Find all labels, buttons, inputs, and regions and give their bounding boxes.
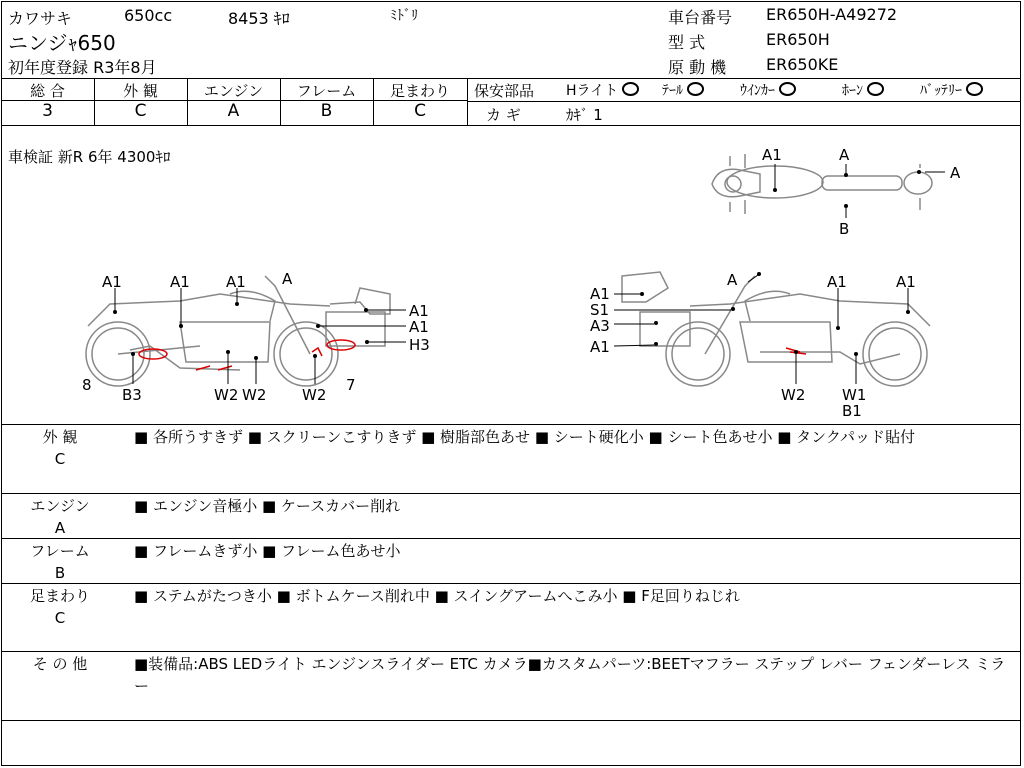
section-divider (1, 583, 1021, 584)
diagram-label: H3 (409, 336, 430, 354)
diagram-label: W2 (781, 386, 806, 404)
diagram-label: B1 (842, 402, 862, 420)
safety-label: 保安部品 (474, 82, 535, 100)
ok-circle-icon (687, 82, 704, 96)
section-exterior-label: 外 観 C (0, 426, 120, 470)
grade-table-top (1, 78, 1021, 79)
displacement: 650cc (124, 6, 173, 25)
grade-engine: A (227, 101, 240, 121)
section-divider (1, 538, 1021, 539)
section-suspension-text: ■ ステムがたつき小 ■ ボトムケース削れ中 ■ スイングアームへこみ小 ■ F足回りねじれ (134, 587, 740, 605)
ok-circle-icon (966, 82, 983, 96)
section-other-label: そ の 他 (32, 655, 88, 673)
grade-header-frame: フレーム (296, 82, 357, 100)
safety-headlight: Hライト (566, 80, 639, 100)
grade-col-divider (467, 78, 468, 125)
ok-circle-icon (867, 82, 884, 96)
grade-header-total: 総 合 (30, 82, 65, 100)
grade-header-engine: エンジン (203, 82, 264, 100)
section-other-text: ■装備品:ABS LEDライト エンジンスライダー ETC カメラ■カスタムパーツ:BEETマフラー ステップ レバー フェンダーレス ミラー (134, 655, 1006, 695)
diagram-label: A1 (827, 273, 847, 291)
safety-battery: ﾊﾞｯﾃﾘｰ (920, 80, 983, 100)
diagram-label: A1 (102, 273, 122, 291)
diagram-label: 8 (82, 376, 92, 394)
section-frame-text: ■ フレームきず小 ■ フレーム色あせ小 (134, 542, 401, 560)
diagram-label: A (950, 164, 961, 182)
grade-suspension: C (414, 101, 426, 121)
model-name: ニンジｬ650 (8, 31, 116, 55)
chassis-value: ER650H-A49272 (766, 5, 898, 24)
diagram-label: W1 (842, 386, 867, 404)
type-label: 型 式 (668, 33, 706, 52)
safety-tail: ﾃｰﾙ (662, 80, 704, 100)
grade-total: 3 (42, 101, 53, 121)
safety-mid (467, 101, 1021, 102)
diagram-label: A3 (590, 317, 610, 335)
first-registration: 初年度登録 R3年8月 (8, 58, 157, 77)
diagram-label: A1 (590, 285, 610, 303)
section-divider (1, 651, 1021, 652)
section-divider (1, 424, 1021, 425)
section-engine-grade: A (54, 519, 66, 537)
safety-winker: ｳｲﾝｶｰ (740, 80, 796, 100)
diagram-label: A1 (896, 273, 916, 291)
diagram-label: A1 (226, 273, 246, 291)
diagram-label: A1 (170, 273, 190, 291)
section-suspension-grade: C (54, 609, 66, 627)
grade-header-suspension: 足まわり (389, 82, 450, 100)
diagram-label: A1 (590, 338, 610, 356)
section-engine-text: ■ エンジン音極小 ■ ケースカバー削れ (134, 497, 401, 515)
key-label: カ ギ (486, 106, 521, 124)
diagram-label: W2 (214, 386, 239, 404)
section-frame-label: フレーム B (0, 540, 120, 584)
grade-header-exterior: 外 観 (123, 82, 158, 100)
maker: カワサキ (8, 9, 73, 28)
engine-value: ER650KE (766, 55, 839, 74)
grade-frame: B (320, 101, 333, 121)
type-value: ER650H (766, 30, 830, 49)
diagram-label: 7 (346, 376, 356, 394)
chassis-label: 車台番号 (668, 8, 733, 27)
top-view-bike-outline (712, 154, 932, 214)
section-suspension-label: 足まわり C (0, 585, 120, 629)
section-frame-grade: B (54, 564, 66, 582)
right-side-leaders (614, 275, 908, 384)
key-value: ｶｷﾞ 1 (566, 106, 603, 124)
ok-circle-icon (622, 82, 639, 96)
left-side-bike-outline (86, 276, 390, 386)
right-side-bike-outline (622, 272, 930, 386)
section-exterior-grade: C (54, 450, 66, 468)
diagram-label: A (839, 146, 850, 164)
diagram-label: W2 (242, 386, 267, 404)
diagram-label: A1 (762, 146, 782, 164)
section-exterior-text: ■ 各所うすきず ■ スクリーンこすりきず ■ 樹脂部色あせ ■ シート硬化小 ■ シート色あせ小 ■ タンクパッド貼付 (134, 428, 915, 446)
inspection-info: 車検証 新R 6年 4300ｷﾛ (8, 148, 171, 166)
diagram-label: W2 (302, 386, 327, 404)
section-divider (1, 720, 1021, 721)
section-engine-label: エンジン A (0, 495, 120, 539)
safety-horn: ﾎｰﾝ (842, 80, 884, 100)
engine-label: 原 動 機 (668, 58, 727, 77)
damage-marks-red (139, 340, 355, 370)
diagram-label: S1 (590, 301, 610, 319)
damage-diagram (0, 126, 1024, 424)
diagram-label: A1 (409, 302, 429, 320)
mileage: 8453 ｷﾛ (228, 9, 290, 28)
diagram-label: B3 (122, 386, 142, 404)
color: ﾐﾄﾞﾘ (390, 8, 418, 24)
diagram-label: A (282, 270, 293, 288)
diagram-label: A (727, 271, 738, 289)
diagram-label: A1 (409, 318, 429, 336)
ok-circle-icon (779, 82, 796, 96)
grade-exterior: C (134, 101, 147, 121)
section-divider (1, 493, 1021, 494)
diagram-label: B (839, 220, 850, 238)
right-side-marks (640, 272, 910, 356)
